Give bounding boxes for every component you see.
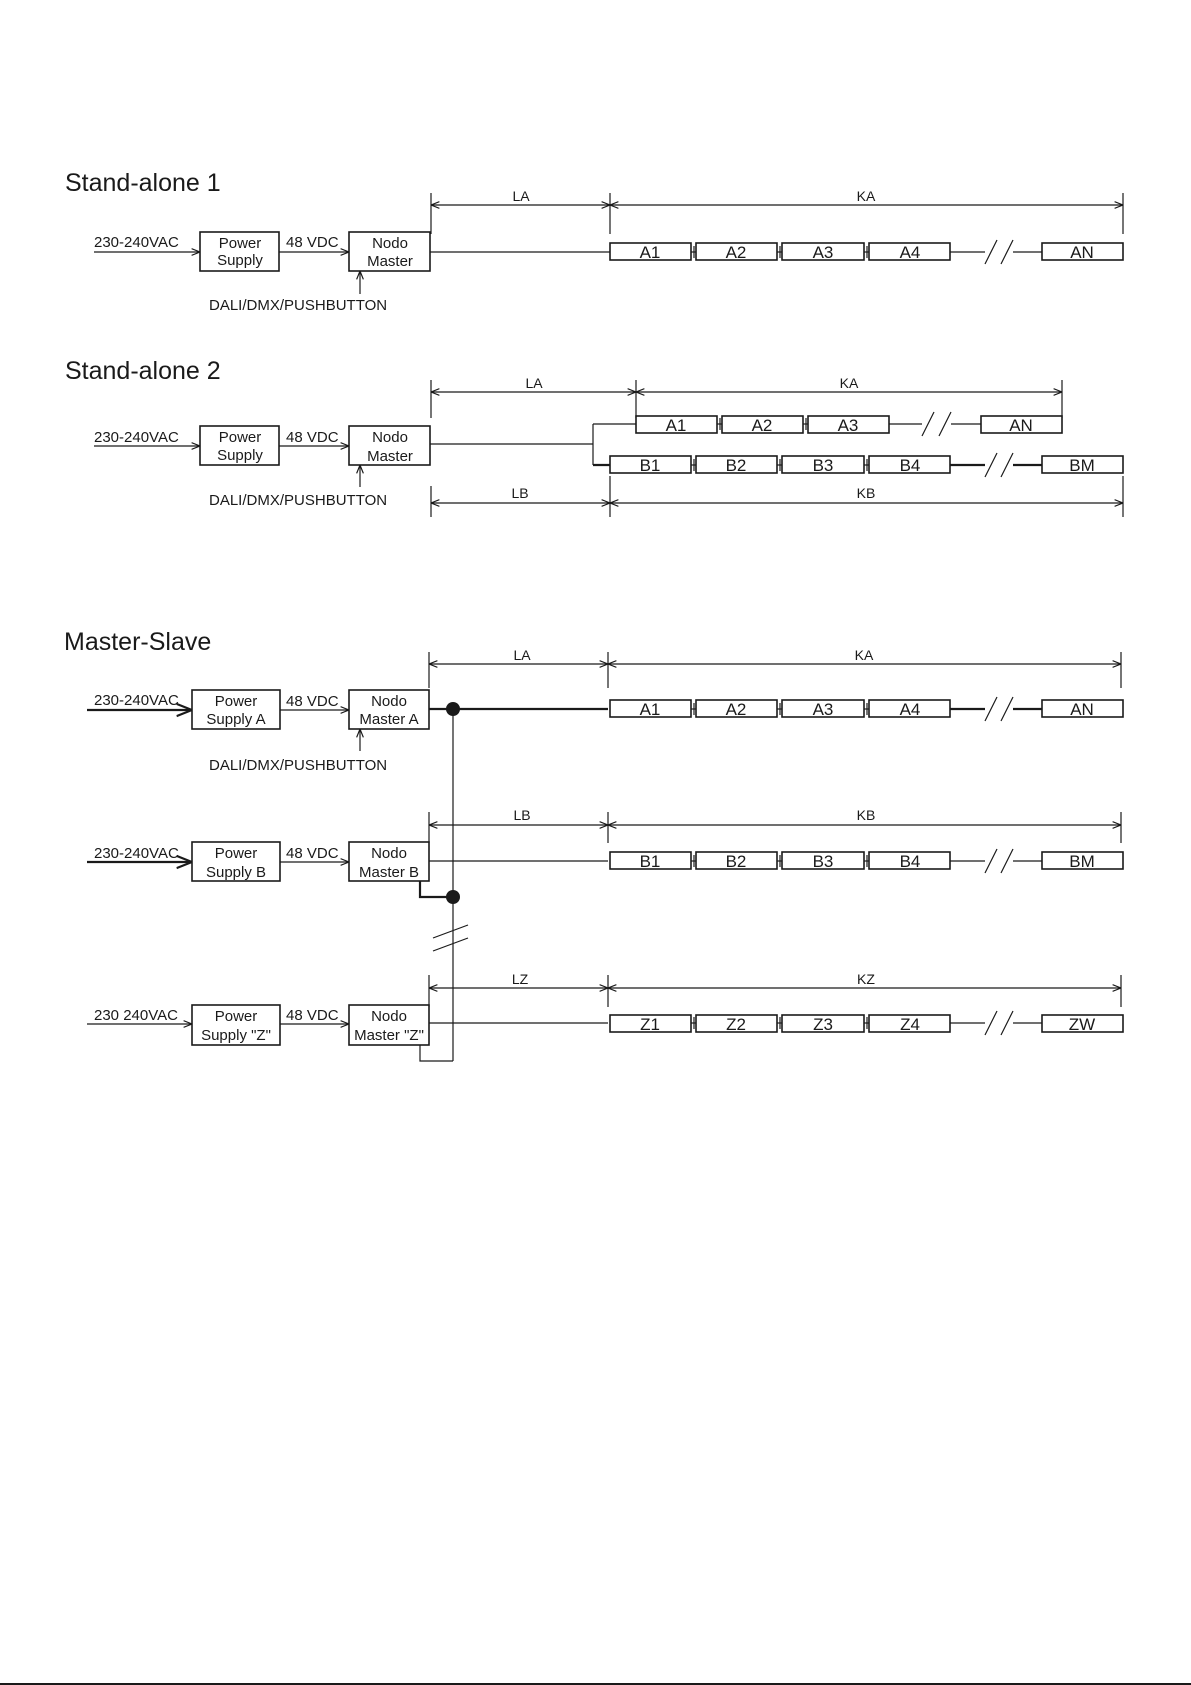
module-chain: [610, 240, 1123, 264]
break-mark: [1001, 1011, 1013, 1035]
module-label: B4: [899, 852, 921, 871]
power-supply-z-label-2: Supply "Z": [201, 1027, 271, 1044]
module-label: B1: [639, 456, 661, 475]
module-label: B4: [899, 456, 921, 475]
dim-lb-label: LB: [511, 485, 529, 501]
vdc-label: 48 VDC: [286, 1007, 339, 1024]
nodo-master-z-label-1: Nodo: [371, 1008, 407, 1025]
break-mark: [1001, 849, 1013, 873]
module-chain-b: [610, 453, 1123, 477]
break-mark: [985, 1011, 997, 1035]
dim-ka-label: KA: [856, 188, 876, 204]
control-label: DALI/DMX/PUSHBUTTON: [209, 757, 388, 774]
break-mark: [985, 849, 997, 873]
module-label: A4: [899, 700, 921, 719]
master-slave-row-z: [87, 971, 1123, 1061]
power-supply-label-2: Supply: [217, 447, 263, 464]
nodo-master-b-label-2: Master B: [358, 864, 420, 881]
break-mark: [985, 453, 997, 477]
standalone-2-section: [65, 357, 1123, 517]
module-label: A3: [837, 416, 859, 435]
module-label: A4: [899, 243, 921, 262]
module-label: A3: [812, 700, 834, 719]
nodo-master-z-label-2: Master "Z": [354, 1027, 424, 1044]
break-mark: [1001, 453, 1013, 477]
module-label: AN: [1070, 700, 1094, 719]
module-label: AN: [1070, 243, 1094, 262]
module-label: B2: [725, 852, 747, 871]
vdc-label: 48 VDC: [286, 429, 339, 446]
module-label: B3: [812, 456, 834, 475]
module-label: Z3: [813, 1015, 833, 1034]
dim-kz-label: KZ: [857, 971, 875, 987]
control-label: DALI/DMX/PUSHBUTTON: [209, 492, 388, 509]
module-label: AN: [1009, 416, 1033, 435]
bus-link: [420, 1045, 453, 1061]
module-label: A1: [639, 243, 661, 262]
master-slave-row-b: [87, 807, 1123, 904]
break-mark: [1001, 697, 1013, 721]
module-label: B3: [812, 852, 834, 871]
nodo-master-a-label-1: Nodo: [371, 693, 407, 710]
nodo-master-label-2: Master: [367, 448, 413, 465]
module-chain: [610, 697, 1123, 721]
break-mark: [922, 412, 934, 436]
module-label: ZW: [1068, 1015, 1096, 1034]
nodo-master-label-1: Nodo: [372, 429, 408, 446]
module-label: A3: [812, 243, 834, 262]
vdc-label: 48 VDC: [286, 234, 339, 251]
dim-la-label: LA: [513, 647, 531, 663]
break-mark: [939, 412, 951, 436]
input-voltage-label: 230-240VAC: [94, 429, 179, 446]
break-mark: [1001, 240, 1013, 264]
master-slave-title: Master-Slave: [64, 628, 212, 656]
module-label: B2: [725, 456, 747, 475]
dim-kb-label: KB: [856, 807, 876, 823]
control-label: DALI/DMX/PUSHBUTTON: [209, 297, 388, 314]
standalone-1-title: Stand-alone 1: [65, 169, 221, 197]
power-supply-label-1: Power: [218, 235, 262, 252]
standalone-1-section: [65, 169, 1123, 314]
power-supply-b-label-1: Power: [214, 845, 258, 862]
bus-break-mark: [433, 938, 468, 951]
bus-break-mark: [433, 925, 468, 938]
dim-kb-label: KB: [856, 485, 876, 501]
dim-la-label: LA: [512, 188, 530, 204]
module-label: A1: [665, 416, 687, 435]
standalone-2-title: Stand-alone 2: [65, 357, 221, 385]
nodo-master-a-label-2: Master A: [359, 711, 419, 728]
module-chain-a: [636, 412, 1062, 436]
module-label: A2: [751, 416, 773, 435]
nodo-master-label-1: Nodo: [372, 235, 408, 252]
power-supply-a-label-2: Supply A: [206, 711, 266, 728]
break-mark: [985, 697, 997, 721]
vdc-label: 48 VDC: [286, 845, 339, 862]
input-voltage-label: 230-240VAC: [94, 234, 179, 251]
module-chain: [610, 849, 1123, 873]
break-mark: [985, 240, 997, 264]
module-label: Z4: [900, 1015, 920, 1034]
power-supply-a-label-1: Power: [214, 693, 258, 710]
module-label: A2: [725, 243, 747, 262]
module-label: BM: [1069, 852, 1095, 871]
input-voltage-label: 230-240VAC: [94, 845, 179, 862]
dim-la-label: LA: [525, 375, 543, 391]
power-supply-label-2: Supply: [217, 252, 263, 269]
input-voltage-label: 230-240VAC: [94, 692, 179, 709]
dim-ka-label: KA: [854, 647, 874, 663]
power-supply-z-label-1: Power: [214, 1008, 258, 1025]
master-slave-section: [64, 628, 1123, 1061]
dim-lz-label: LZ: [511, 971, 529, 987]
master-slave-row-a: [87, 647, 1123, 774]
module-label: Z2: [726, 1015, 746, 1034]
power-supply-label-1: Power: [218, 429, 262, 446]
module-label: A2: [725, 700, 747, 719]
module-label: Z1: [640, 1015, 660, 1034]
dim-lb-label: LB: [513, 807, 531, 823]
dim-ka-label: KA: [839, 375, 859, 391]
module-label: A1: [639, 700, 661, 719]
input-voltage-label: 230 240VAC: [94, 1007, 178, 1024]
module-label: BM: [1069, 456, 1095, 475]
nodo-master-label-2: Master: [367, 253, 413, 270]
module-chain: [610, 1011, 1123, 1035]
power-supply-b-label-2: Supply B: [205, 864, 267, 881]
vdc-label: 48 VDC: [286, 693, 339, 710]
module-label: B1: [639, 852, 661, 871]
nodo-master-b-label-1: Nodo: [371, 845, 407, 862]
